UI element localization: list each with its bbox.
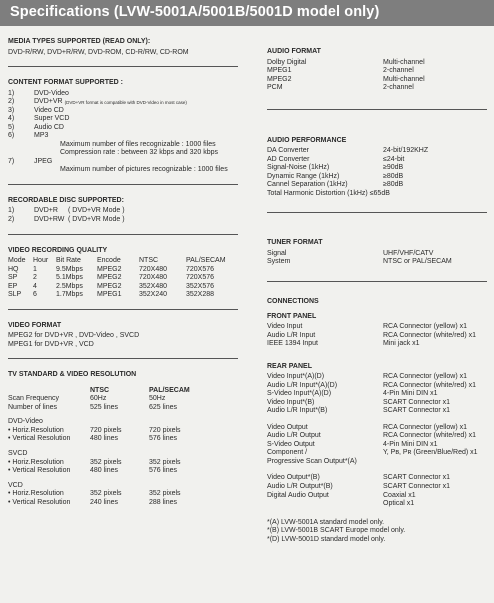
video-format-line: MPEG2 for DVD+VR , DVD-Video , SVCD <box>8 332 140 340</box>
right-column <box>267 48 487 544</box>
item-label: Video CD <box>34 106 64 114</box>
spec-value: SCART Connector x1 <box>383 483 451 490</box>
spec-value: RCA Connector (yellow) x1 <box>383 423 468 431</box>
divider <box>8 309 238 310</box>
item-label: Maximum number of files recognizable : 1000 files <box>60 140 216 148</box>
table-cell: SLP <box>8 291 22 299</box>
spec-value: Multi-channel <box>383 58 425 66</box>
column-header: PAL/SECAM <box>149 386 190 394</box>
video-format-section <box>8 322 238 350</box>
column-header: NTSC <box>90 386 110 394</box>
list-item <box>8 149 238 158</box>
page-title: Specifications (LVW-5001A/5001B/5001D model only) <box>10 4 380 20</box>
item-label: Maximum number of pictures recognizable : 1000 files <box>60 166 228 174</box>
section-heading: VIDEO RECORDING QUALITY <box>8 246 108 254</box>
table-cell: 720 pixels <box>149 426 181 434</box>
spec-label: DA Converter <box>267 147 310 155</box>
table-row <box>267 173 428 182</box>
item-number: 5) <box>8 123 15 131</box>
table-row <box>267 76 425 85</box>
list-item <box>8 207 238 216</box>
spec-label: Dolby Digital <box>267 58 307 66</box>
table-row <box>267 458 478 467</box>
spec-label: Video Output <box>267 423 308 431</box>
spec-label: Progressive Scan Output*(A) <box>267 457 357 465</box>
table-cell: 576 lines <box>149 467 178 475</box>
left-column <box>8 38 238 507</box>
spec-value <box>383 458 478 467</box>
list-item <box>8 115 238 124</box>
spec-value: RCA Connector (yellow) x1 <box>383 323 468 331</box>
table-cell: 525 lines <box>90 403 119 411</box>
model-notes <box>267 519 487 545</box>
table-row <box>267 492 450 501</box>
spec-label: Cannel Separation (1kHz) <box>267 181 348 189</box>
table-cell: • Horiz.Resolution <box>8 458 64 466</box>
table-cell: 480 lines <box>90 467 119 475</box>
item-number: 1) <box>8 89 15 97</box>
footnote: *(A) LVW-5001A standard model only. <box>267 518 385 526</box>
table-row <box>8 274 236 283</box>
spec-label: MPEG2 <box>267 75 292 83</box>
table-row <box>267 181 428 190</box>
list-item <box>8 90 238 99</box>
table-cell: SP <box>8 274 18 282</box>
table-header-row <box>8 257 236 266</box>
table-row <box>267 250 452 259</box>
table-cell: 60Hz <box>90 395 107 403</box>
spec-label: Video Input*(A)(D) <box>267 373 325 381</box>
tv-standard-section <box>8 371 238 507</box>
column-header: Bit Rate <box>56 257 81 265</box>
spec-value: RCA Connector (white/red) x1 <box>383 432 476 440</box>
column-header: NTSC <box>139 257 159 265</box>
table-cell: 480 lines <box>90 435 119 443</box>
table-row <box>267 147 428 156</box>
divider <box>8 66 238 67</box>
item-number: 1) <box>8 207 15 215</box>
table-cell: • Vertical Resolution <box>8 467 71 475</box>
table-row <box>267 164 428 173</box>
table-cell: 352X480 <box>139 282 168 290</box>
table-row <box>267 390 476 399</box>
spec-label <box>267 500 383 509</box>
spec-label: S-Video Output <box>267 440 315 448</box>
item-label: Super VCD <box>34 115 70 123</box>
column-header: Encode <box>97 257 121 265</box>
spec-value: SCART Connector x1 <box>383 474 451 482</box>
table-row <box>267 373 476 382</box>
table-cell: Scan Frequency <box>8 395 59 403</box>
front-panel-table <box>267 323 476 349</box>
audio-performance-section <box>267 137 487 199</box>
item-number <box>8 166 34 175</box>
table-cell: 576 lines <box>149 435 178 443</box>
table-cell: 2 <box>33 274 37 282</box>
table-cell: 720X576 <box>186 265 215 273</box>
table-cell: 4 <box>33 282 37 290</box>
item-note: (DVD+VR format is compatible with DVD-Video in most case) <box>64 99 187 105</box>
spec-value: RCA Connector (white/red) x1 <box>383 331 476 339</box>
item-number: 2) <box>8 215 15 223</box>
table-cell: 240 lines <box>90 498 119 506</box>
spec-label: Video Input*(B) <box>267 398 315 406</box>
spec-value: UHF/VHF/CATV <box>383 249 434 257</box>
table-row <box>267 323 476 332</box>
table-cell: 2.5Mbps <box>56 282 83 290</box>
audio-format-table <box>267 59 425 93</box>
table-cell: 9.5Mbps <box>56 265 83 273</box>
spec-label: Video Output*(B) <box>267 474 320 482</box>
table-cell: 352X240 <box>139 291 168 299</box>
column-header: Mode <box>8 257 26 265</box>
recording-quality-table <box>8 257 236 300</box>
table-row <box>8 404 219 413</box>
item-number: 2) <box>8 98 15 106</box>
item-number <box>8 149 34 158</box>
spec-label: Audio L/R Input <box>267 331 316 339</box>
divider <box>267 109 487 110</box>
table-row <box>8 291 236 300</box>
table-row <box>267 332 476 341</box>
table-row <box>267 258 452 267</box>
content-format-section <box>8 79 238 175</box>
tv-standard-table <box>8 387 219 507</box>
table-cell: MPEG2 <box>97 274 122 282</box>
table-cell: HQ <box>8 265 19 273</box>
spec-label: Signal-Noise (1kHz) <box>267 164 330 172</box>
table-cell: 6 <box>33 291 37 299</box>
rear-scart-digital-table <box>267 474 450 508</box>
list-item <box>8 98 238 107</box>
table-row <box>8 459 219 468</box>
table-row <box>8 283 236 292</box>
item-number: 3) <box>8 106 15 114</box>
spec-value: SCART Connector x1 <box>383 398 451 406</box>
table-row <box>267 432 478 441</box>
spec-value: ≤24-bit <box>383 155 405 163</box>
list-item <box>8 166 238 175</box>
table-cell: 352 pixels <box>90 490 122 498</box>
column-header: PAL/SECAM <box>186 257 226 265</box>
media-types-section <box>8 38 238 57</box>
content-format-list <box>8 90 238 175</box>
column-header <box>8 387 90 396</box>
recordable-section <box>8 197 238 225</box>
group-row <box>8 482 219 491</box>
spec-value: 2-channel <box>383 67 414 75</box>
spec-label: Dynamic Range (1kHz) <box>267 172 340 180</box>
section-heading: AUDIO FORMAT <box>267 48 321 55</box>
section-heading: TV STANDARD & VIDEO RESOLUTION <box>8 371 137 379</box>
list-item <box>8 141 238 150</box>
table-row <box>267 84 425 93</box>
table-cell: 5.1Mbps <box>56 274 83 282</box>
group-row <box>8 450 219 459</box>
spec-value: SCART Connector x1 <box>383 407 451 415</box>
table-cell: MPEG2 <box>97 265 122 273</box>
table-cell: 625 lines <box>149 403 178 411</box>
rear-panel-heading: REAR PANEL <box>267 362 312 370</box>
rear-output-table <box>267 424 478 467</box>
table-cell: 352 pixels <box>149 458 181 466</box>
recording-quality-section <box>8 247 238 300</box>
item-number: 4) <box>8 115 15 123</box>
spec-label: Video Input <box>267 323 303 331</box>
group-name: DVD-Video <box>8 418 43 426</box>
spec-label: Component / <box>267 449 308 457</box>
front-panel-heading: FRONT PANEL <box>267 312 317 320</box>
table-row <box>8 266 236 275</box>
table-row <box>267 474 450 483</box>
item-mode: ( DVD+VR Mode ) <box>68 215 125 223</box>
table-row <box>8 427 219 436</box>
table-cell: 1 <box>33 265 37 273</box>
spec-value: 2-channel <box>383 84 414 92</box>
item-label: DVD+RW <box>34 215 65 223</box>
table-row <box>267 449 478 458</box>
table-cell: 720X576 <box>186 274 215 282</box>
divider <box>8 358 238 359</box>
table-cell: Number of lines <box>8 403 58 411</box>
spec-label: Audio L/R Output <box>267 432 321 440</box>
table-row <box>267 382 476 391</box>
section-heading: CONNECTIONS <box>267 297 319 305</box>
group-name: SVCD <box>8 450 28 457</box>
divider <box>8 234 238 235</box>
table-row <box>267 407 476 416</box>
table-row <box>8 435 219 444</box>
spec-label: MPEG1 <box>267 67 292 75</box>
table-cell: 288 lines <box>149 498 178 506</box>
table-cell: • Horiz.Resolution <box>8 490 64 498</box>
spec-value: NTSC or PAL/SECAM <box>383 258 452 266</box>
media-types-text: DVD-R/RW, DVD+R/RW, DVD-ROM, CD-R/RW, CD-ROM <box>8 48 189 56</box>
list-item <box>8 107 238 116</box>
item-label: Compression rate : between 32 kbps and 320 kbps <box>60 149 218 157</box>
section-heading: CONTENT FORMAT SUPPORTED : <box>8 79 123 87</box>
section-heading: TUNER FORMAT <box>267 239 323 247</box>
table-row <box>267 59 425 68</box>
table-row <box>267 483 450 492</box>
audio-performance-table <box>267 147 428 190</box>
footnote: *(B) LVW-5001B SCART Europe model only. <box>267 527 406 535</box>
tuner-section <box>267 239 487 267</box>
section-heading: AUDIO PERFORMANCE <box>267 136 347 144</box>
item-number: 7) <box>8 157 15 165</box>
item-mode: ( DVD+VR Mode ) <box>68 207 125 215</box>
list-item <box>8 132 238 141</box>
spec-value: Coaxial x1 <box>383 491 416 499</box>
table-cell: MPEG1 <box>97 291 122 299</box>
item-label: Audio CD <box>34 123 64 131</box>
spec-value: Multi-channel <box>383 75 425 83</box>
item-label: DVD-Video <box>34 89 69 97</box>
divider <box>267 281 487 282</box>
item-label: JPEG <box>34 157 53 165</box>
table-cell: EP <box>8 282 18 290</box>
divider <box>267 212 487 213</box>
section-heading: VIDEO FORMAT <box>8 321 62 329</box>
group-row <box>8 418 219 427</box>
spec-value: RCA Connector (yellow) x1 <box>383 373 468 381</box>
table-cell: 720X480 <box>139 265 168 273</box>
spec-value: Y, Pʙ, Pʀ (Green/Blue/Red) x1 <box>383 449 478 457</box>
table-cell: 352 pixels <box>149 490 181 498</box>
list-item <box>8 216 238 225</box>
column-header: Hour <box>33 257 49 265</box>
rear-input-table <box>267 373 476 416</box>
item-label: MP3 <box>34 132 49 140</box>
spec-label: Digital Audio Output <box>267 491 329 499</box>
table-cell: 352X576 <box>186 282 215 290</box>
connections-section <box>267 298 487 544</box>
spec-value: 4-Pin Mini DIN x1 <box>383 440 438 448</box>
thd-value: Total Harmonic Distortion (1kHz) ≤65dB <box>267 189 390 197</box>
table-row <box>267 67 425 76</box>
spec-value: 24-bit/192KHZ <box>383 147 429 155</box>
spec-label: S-Video Input*(A)(D) <box>267 390 332 398</box>
table-row <box>8 499 219 508</box>
spec-value: ≥90dB <box>383 164 404 172</box>
table-cell: 1.7Mbps <box>56 291 83 299</box>
spec-label: Audio L/R Output*(B) <box>267 483 333 490</box>
item-number: 6) <box>8 132 15 140</box>
table-row <box>8 490 219 499</box>
divider <box>8 184 238 185</box>
item-label: DVD+VR <box>34 98 63 106</box>
table-row <box>267 424 478 433</box>
video-format-line: MPEG1 for DVD+VR , VCD <box>8 340 94 348</box>
item-number <box>8 141 34 150</box>
table-cell: 352X288 <box>186 291 215 299</box>
spec-label: Audio L/R Input*(B) <box>267 407 328 415</box>
table-cell: 50Hz <box>149 395 166 403</box>
spec-value: Mini jack x1 <box>383 340 420 348</box>
spec-value: ≥80dB <box>383 181 404 189</box>
spec-value: 4-Pin Mini DIN x1 <box>383 390 438 398</box>
group-name: VCD <box>8 481 23 489</box>
table-cell: • Vertical Resolution <box>8 435 71 443</box>
title-bar <box>0 0 494 26</box>
footnote: *(D) LVW-5001D standard model only. <box>267 535 386 543</box>
spec-label: Signal <box>267 249 287 257</box>
table-row <box>8 467 219 476</box>
table-cell: 720X480 <box>139 274 168 282</box>
table-cell: 720 pixels <box>90 426 122 434</box>
spec-label: IEEE 1394 Input <box>267 340 318 348</box>
table-cell: • Horiz.Resolution <box>8 426 64 434</box>
tuner-table <box>267 250 452 267</box>
recordable-list <box>8 207 238 224</box>
item-label: DVD+R <box>34 207 58 215</box>
spec-value: RCA Connector (white/red) x1 <box>383 381 476 389</box>
list-item <box>8 124 238 133</box>
table-row <box>267 500 450 509</box>
section-heading: MEDIA TYPES SUPPORTED (READ ONLY): <box>8 38 151 45</box>
audio-format-section <box>267 48 487 93</box>
spec-label: AD Converter <box>267 155 310 163</box>
spec-value: ≥80dB <box>383 172 404 180</box>
spec-value: Optical x1 <box>383 500 415 508</box>
table-cell: 352 pixels <box>90 458 122 466</box>
table-row <box>267 340 476 349</box>
table-header-row <box>8 387 219 396</box>
list-item <box>8 158 238 167</box>
table-row <box>267 441 478 450</box>
table-cell: MPEG2 <box>97 282 122 290</box>
table-row <box>8 395 219 404</box>
spec-label: PCM <box>267 84 283 92</box>
table-row <box>267 156 428 165</box>
spec-label: System <box>267 258 291 266</box>
spec-label: Audio L/R Input*(A)(D) <box>267 381 338 389</box>
section-heading: RECORDABLE DISC SUPPORTED: <box>8 196 124 204</box>
table-cell: • Vertical Resolution <box>8 498 71 506</box>
table-row <box>267 399 476 408</box>
